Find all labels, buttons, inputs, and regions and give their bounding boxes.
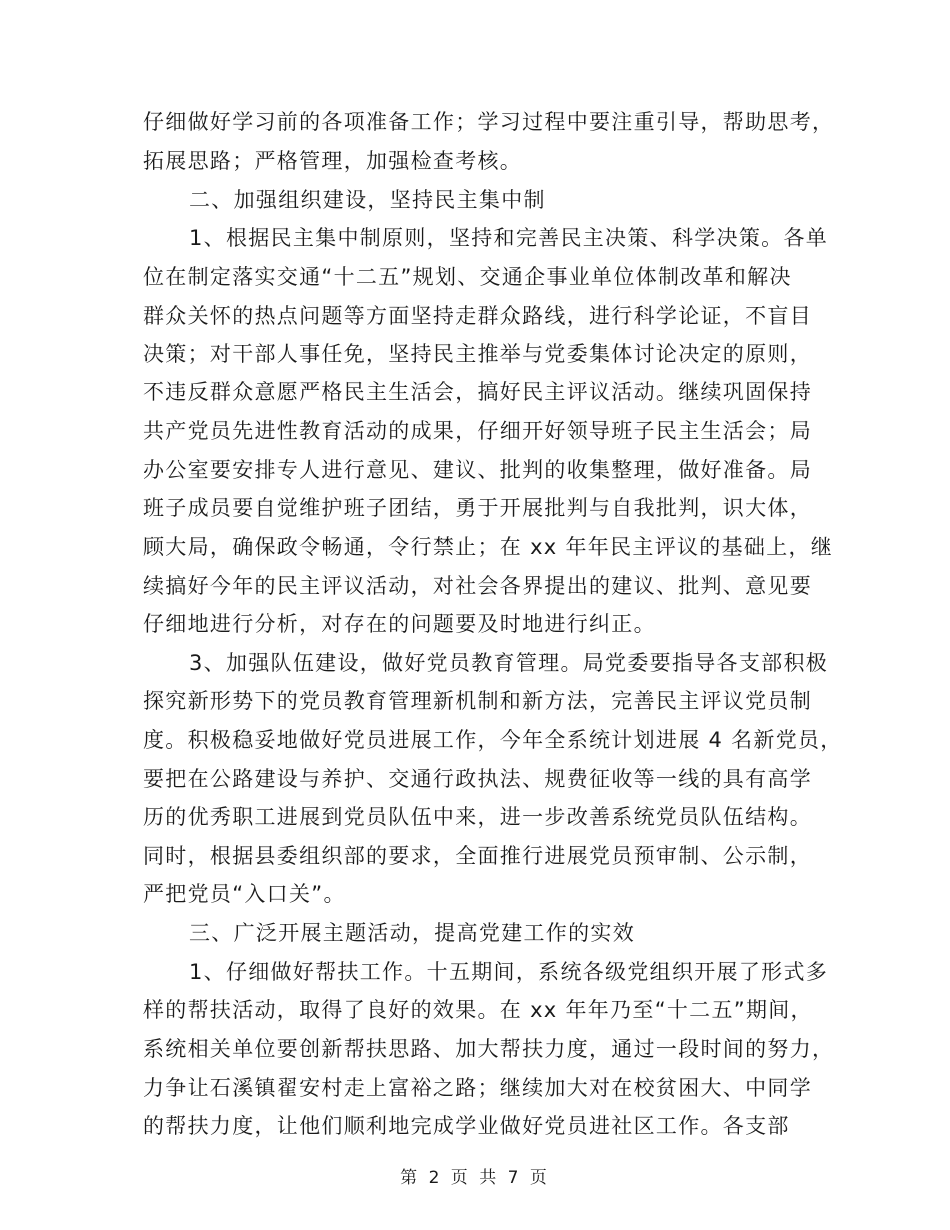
section-heading: 三、广泛开展主题活动，提高党建工作的实效 [189,921,635,945]
text-line: 同时，根据县委组织部的要求，全面推行进展党员预审制、公示制， [143,844,812,868]
text-line: 位在制定落实交通“十二五”规划、交通企事业单位体制改革和解决 [143,265,792,289]
text-line: 决策；对干部人事任免，坚持民主推举与党委集体讨论决定的原则， [143,342,812,366]
text-line: 班子成员要自觉维护班子团结，勇于开展批判与自我批判，识大体， [143,496,812,520]
text-line: 1、仔细做好帮扶工作。十五期间，系统各级党组织开展了形式多 [189,960,829,984]
text-line: 仔细地进行分析，对存在的问题要及时地进行纠正。 [143,612,656,636]
text-line: 要把在公路建设与养护、交通行政执法、规费征收等一线的具有高学 [143,767,812,791]
text-line: 1、根据民主集中制原则，坚持和完善民主决策、科学决策。各单 [189,226,829,250]
text-line: 群众关怀的热点问题等方面坚持走群众路线，进行科学论证，不盲目 [143,304,812,328]
text-line: 拓展思路；严格管理，加强检查考核。 [143,149,523,173]
text-line: 仔细做好学习前的各项准备工作；学习过程中要注重引导，帮助思考， [143,110,835,134]
text-line: 严把党员“入口关”。 [143,882,346,906]
text-line: 度。积极稳妥地做好党员进展工作，今年全系统计划进展 4 名新党员， [143,728,843,752]
text-line: 系统相关单位要创新帮扶思路、加大帮扶力度，通过一段时间的努力， [143,1037,835,1061]
text-line: 样的帮扶活动，取得了良好的效果。在 xx 年年乃至“十二五”期间， [143,998,813,1022]
text-line: 续搞好今年的民主评议活动，对社会各界提出的建议、批判、意见要 [143,574,812,598]
text-line: 探究新形势下的党员教育管理新机制和新方法，完善民主评议党员制 [143,689,812,713]
text-line: 力争让石溪镇翟安村走上富裕之路；继续加大对在校贫困大、中同学 [143,1076,812,1100]
text-line: 历的优秀职工进展到党员队伍中来，进一步改善系统党员队伍结构。 [143,805,812,829]
text-line: 不违反群众意愿严格民主生活会，搞好民主评议活动。继续巩固保持 [143,380,812,404]
text-line: 顾大局，确保政令畅通，令行禁止；在 xx 年年民主评议的基础上，继 [143,535,834,559]
text-line: 3、加强队伍建设，做好党员教育管理。局党委要指导各支部积极 [189,651,829,675]
page-number: 第 2 页 共 7 页 [400,1168,550,1188]
section-heading: 二、加强组织建设，坚持民主集中制 [189,188,546,212]
text-line: 的帮扶力度，让他们顺利地完成学业做好党员进社区工作。各支部 [143,1114,790,1138]
text-line: 共产党员先进性教育活动的成果，仔细开好领导班子民主生活会；局 [143,419,812,443]
text-line: 办公室要安排专人进行意见、建议、批判的收集整理，做好准备。局 [143,458,812,482]
